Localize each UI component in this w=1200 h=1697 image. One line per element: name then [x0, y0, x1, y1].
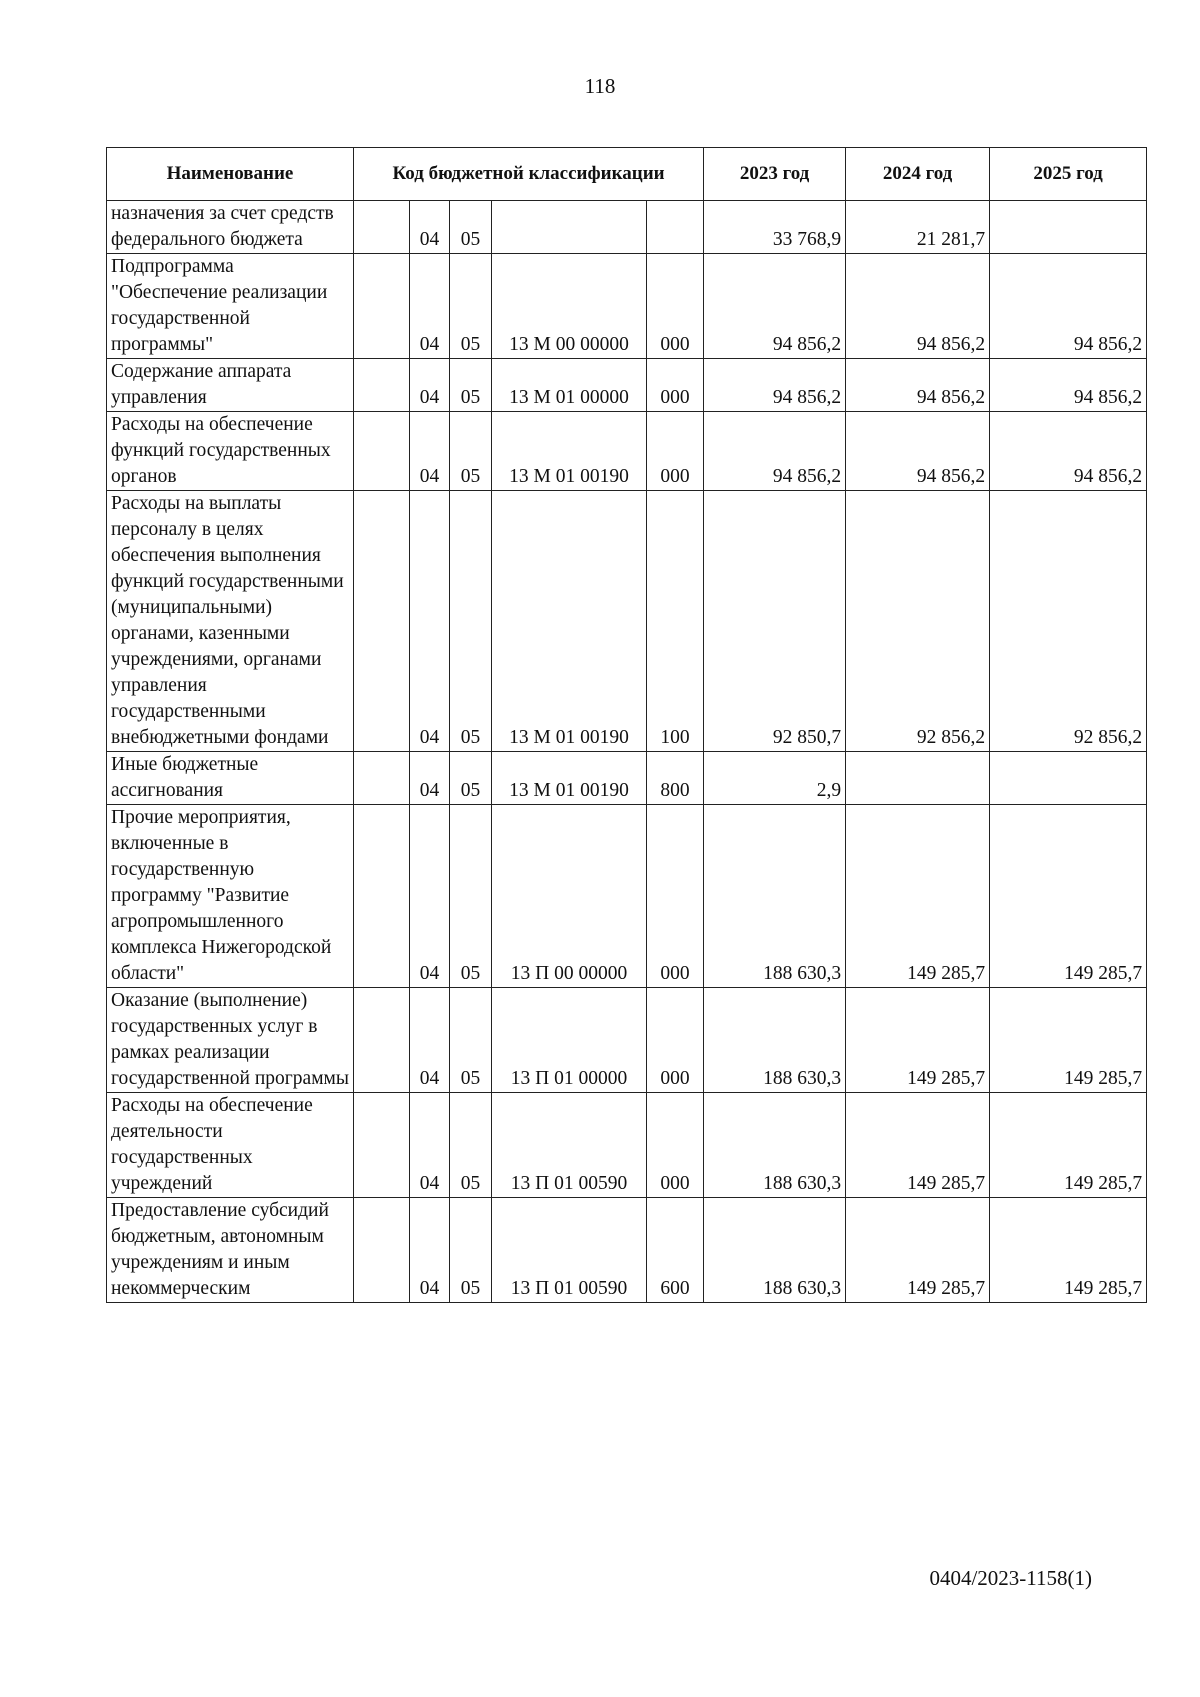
amount-2024: 94 856,2: [846, 412, 990, 491]
code-subsection: 05: [450, 1198, 492, 1303]
code-subsection: 05: [450, 491, 492, 752]
code-expense-type: 100: [647, 491, 704, 752]
row-name: Оказание (выполнение) государственных услуг в рамках реализации государственной программы: [107, 988, 354, 1093]
amount-2025: 94 856,2: [990, 359, 1147, 412]
code-empty: [354, 491, 410, 752]
page-number: 118: [584, 74, 616, 98]
code-target: 13 П 01 00590: [492, 1198, 647, 1303]
amount-2025: 92 856,2: [990, 491, 1147, 752]
code-target: 13 М 01 00000: [492, 359, 647, 412]
amount-2025: 149 285,7: [990, 1093, 1147, 1198]
code-subsection: 05: [450, 805, 492, 988]
row-name: Содержание аппарата управления: [107, 359, 354, 412]
amount-2025: [990, 752, 1147, 805]
code-expense-type: 800: [647, 752, 704, 805]
amount-2023: 94 856,2: [704, 412, 846, 491]
code-section: 04: [410, 359, 450, 412]
table-row: [107, 805, 1147, 988]
code-target: [492, 201, 647, 254]
amount-2023: 2,9: [704, 752, 846, 805]
header-2025: 2025 год: [990, 148, 1147, 201]
header-name: Наименование: [107, 148, 354, 201]
table-row: [107, 491, 1147, 752]
code-subsection: 05: [450, 201, 492, 254]
code-subsection: 05: [450, 254, 492, 359]
code-subsection: 05: [450, 752, 492, 805]
row-name: Расходы на обеспечение деятельности государственных учреждений: [107, 1093, 354, 1198]
table-row: [107, 254, 1147, 359]
header-code: Код бюджетной классификации: [354, 148, 704, 201]
amount-2023: 94 856,2: [704, 254, 846, 359]
amount-2025: 94 856,2: [990, 254, 1147, 359]
table-row: [107, 1093, 1147, 1198]
code-subsection: 05: [450, 988, 492, 1093]
amount-2023: 188 630,3: [704, 988, 846, 1093]
row-name: Иные бюджетные ассигнования: [107, 752, 354, 805]
row-name: Расходы на обеспечение функций государственных органов: [107, 412, 354, 491]
amount-2024: 21 281,7: [846, 201, 990, 254]
table-row: [107, 359, 1147, 412]
header-2023: 2023 год: [704, 148, 846, 201]
amount-2023: 188 630,3: [704, 1198, 846, 1303]
table-row: [107, 752, 1147, 805]
code-subsection: 05: [450, 412, 492, 491]
code-empty: [354, 1093, 410, 1198]
document-code: 0404/2023-1158(1): [929, 1566, 1092, 1590]
row-name: Подпрограмма "Обеспечение реализации государственной программы": [107, 254, 354, 359]
amount-2025: 149 285,7: [990, 1198, 1147, 1303]
code-target: 13 М 01 00190: [492, 491, 647, 752]
code-target: 13 П 01 00000: [492, 988, 647, 1093]
code-target: 13 М 01 00190: [492, 412, 647, 491]
header-2024: 2024 год: [846, 148, 990, 201]
budget-table: [106, 147, 1147, 1303]
amount-2024: 94 856,2: [846, 254, 990, 359]
code-section: 04: [410, 491, 450, 752]
amount-2023: 33 768,9: [704, 201, 846, 254]
amount-2025: 149 285,7: [990, 988, 1147, 1093]
code-empty: [354, 988, 410, 1093]
code-section: 04: [410, 201, 450, 254]
amount-2025: 149 285,7: [990, 805, 1147, 988]
table-row: [107, 412, 1147, 491]
code-section: 04: [410, 1093, 450, 1198]
amount-2023: 188 630,3: [704, 1093, 846, 1198]
table-row: [107, 201, 1147, 254]
code-target: 13 П 01 00590: [492, 1093, 647, 1198]
code-section: 04: [410, 254, 450, 359]
table-header-row: [107, 148, 1147, 201]
code-target: 13 М 01 00190: [492, 752, 647, 805]
code-expense-type: 000: [647, 988, 704, 1093]
amount-2025: 94 856,2: [990, 412, 1147, 491]
row-name: Предоставление субсидий бюджетным, автономным учреждениям и иным некоммерческим: [107, 1198, 354, 1303]
code-expense-type: 000: [647, 805, 704, 988]
row-name: Расходы на выплаты персоналу в целях обеспечения выполнения функций государственными (муниципальными) органами, казенными учреждениями, органами управления государственными внебюджетными фондами: [107, 491, 354, 752]
code-target: 13 П 00 00000: [492, 805, 647, 988]
amount-2024: 149 285,7: [846, 1198, 990, 1303]
amount-2024: 94 856,2: [846, 359, 990, 412]
amount-2024: 149 285,7: [846, 988, 990, 1093]
code-expense-type: 000: [647, 254, 704, 359]
code-expense-type: 000: [647, 1093, 704, 1198]
table-row: [107, 988, 1147, 1093]
code-section: 04: [410, 988, 450, 1093]
amount-2025: [990, 201, 1147, 254]
code-empty: [354, 359, 410, 412]
code-subsection: 05: [450, 1093, 492, 1198]
code-subsection: 05: [450, 359, 492, 412]
code-section: 04: [410, 1198, 450, 1303]
amount-2024: 92 856,2: [846, 491, 990, 752]
row-name: назначения за счет средств федерального бюджета: [107, 201, 354, 254]
code-empty: [354, 254, 410, 359]
code-section: 04: [410, 412, 450, 491]
amount-2023: 188 630,3: [704, 805, 846, 988]
code-expense-type: 000: [647, 359, 704, 412]
table-body: [107, 201, 1147, 1303]
row-name: Прочие мероприятия, включенные в государственную программу "Развитие агропромышленного комплекса Нижегородской области": [107, 805, 354, 988]
code-empty: [354, 805, 410, 988]
code-empty: [354, 1198, 410, 1303]
amount-2024: 149 285,7: [846, 805, 990, 988]
code-empty: [354, 412, 410, 491]
code-expense-type: [647, 201, 704, 254]
code-section: 04: [410, 805, 450, 988]
amount-2024: [846, 752, 990, 805]
amount-2024: 149 285,7: [846, 1093, 990, 1198]
amount-2023: 94 856,2: [704, 359, 846, 412]
amount-2023: 92 850,7: [704, 491, 846, 752]
code-empty: [354, 752, 410, 805]
code-section: 04: [410, 752, 450, 805]
code-empty: [354, 201, 410, 254]
code-expense-type: 600: [647, 1198, 704, 1303]
code-expense-type: 000: [647, 412, 704, 491]
code-target: 13 М 00 00000: [492, 254, 647, 359]
table-row: [107, 1198, 1147, 1303]
